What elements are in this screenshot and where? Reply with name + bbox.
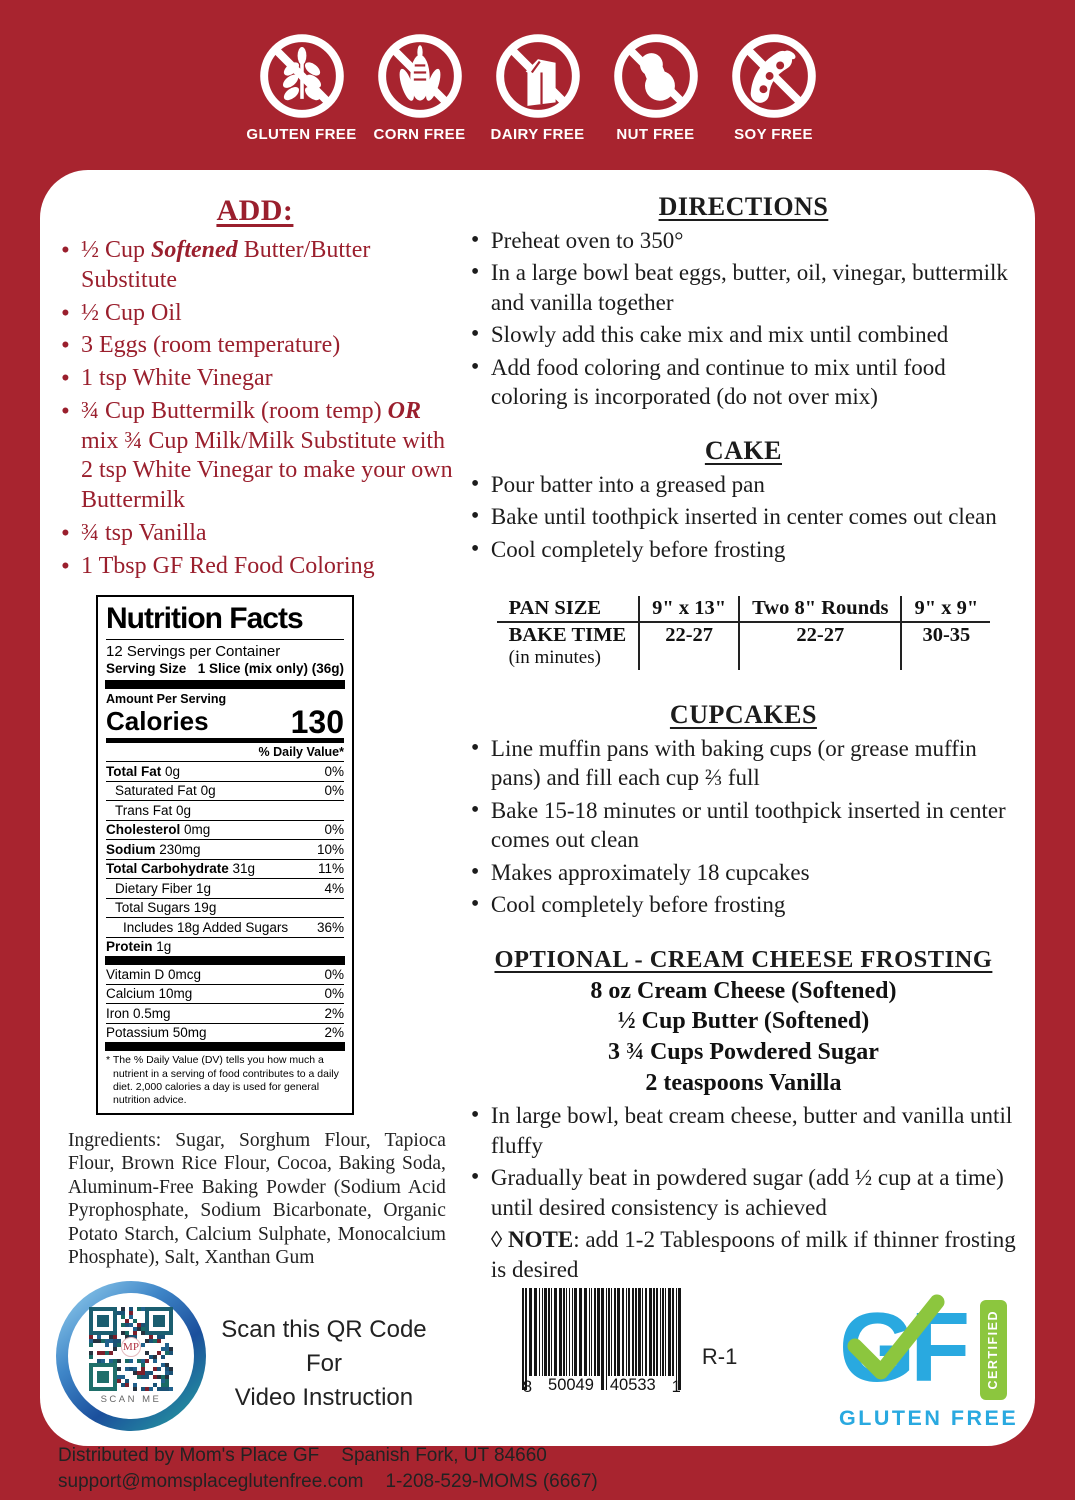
divider-bar xyxy=(105,956,345,965)
barcode-bar xyxy=(589,1288,590,1376)
bullet-item: • Bake until toothpick inserted in center comes out clean xyxy=(466,502,1021,531)
frosting-ingredient: ½ Cup Butter (Softened) xyxy=(617,1008,870,1035)
nutrition-row: Includes 18g Added Sugars 36% xyxy=(106,918,344,938)
barcode-bar xyxy=(645,1288,647,1376)
add-section-title: ADD: xyxy=(216,194,294,227)
barcode-bar xyxy=(584,1288,587,1376)
corn-icon xyxy=(376,32,464,120)
bullet-item: • Line muffin pans with baking cups (or grease muffin pans) and fill each cup ⅔ full xyxy=(466,734,1021,793)
barcode-bar xyxy=(656,1288,658,1376)
upc-barcode xyxy=(522,1288,682,1395)
barcode-bar xyxy=(611,1288,612,1376)
nutrition-row: Protein 1g xyxy=(106,939,172,955)
nutrition-footnote: * The % Daily Value (DV) tells you how much a nutrient in a serving of food contributes to a daily diet. 2,000 calories a day is used for general nutrition advice. xyxy=(106,1054,339,1106)
barcode-bar xyxy=(551,1288,552,1376)
distributor-city: Spanish Fork, UT 84660 xyxy=(341,1445,547,1467)
qr-code-inner xyxy=(68,1293,194,1419)
directions-list xyxy=(466,226,1021,412)
badge-corn-free xyxy=(370,32,470,143)
barcode-bar xyxy=(601,1288,604,1390)
daily-value-header: % Daily Value* xyxy=(106,743,344,762)
barcode-bar xyxy=(539,1288,540,1376)
badge-label: GLUTEN FREE xyxy=(246,126,357,143)
bullet-item: • Pour batter into a greased pan xyxy=(466,470,1021,499)
badge-gluten-free xyxy=(246,32,357,143)
bullet-item: • Bake 15-18 minutes or until toothpick inserted in center comes out clean xyxy=(466,796,1021,855)
bullet-item: • Gradually beat in powdered sugar (add ½ cup at a time) until desired consistency is achieved xyxy=(466,1163,1021,1222)
gf-certified-logo xyxy=(838,1292,1019,1431)
badge-dairy-free xyxy=(488,32,588,143)
barcode-bar xyxy=(574,1288,577,1376)
barcode-bar xyxy=(594,1288,596,1376)
badge-soy-free xyxy=(724,32,824,143)
frosting-steps-list xyxy=(466,1101,1021,1284)
gf-letters-box xyxy=(838,1292,1007,1403)
milk-carton-icon xyxy=(494,32,582,120)
frosting-title: OPTIONAL - CREAM CHEESE FROSTING xyxy=(494,945,993,973)
qr-block xyxy=(56,1281,454,1431)
barcode-bar xyxy=(522,1288,524,1390)
barcode-bar xyxy=(525,1288,527,1390)
nutrition-row: Total Fat 0g 0% xyxy=(106,762,344,782)
barcode-bar xyxy=(660,1288,661,1376)
wheat-icon xyxy=(258,32,346,120)
barcode-bar xyxy=(554,1288,557,1376)
barcode-bar xyxy=(542,1288,543,1376)
support-phone: 1-208-529-MOMS (6667) xyxy=(385,1470,598,1492)
barcode-digit-group: 50049 xyxy=(548,1376,594,1395)
gf-certified-tab xyxy=(980,1300,1007,1400)
cake-list xyxy=(466,470,1021,564)
bullet-item: • In a large bowl beat eggs, butter, oil, vinegar, buttermilk and vanilla together xyxy=(466,258,1021,317)
peanut-icon xyxy=(612,32,700,120)
barcode-bar xyxy=(628,1288,630,1376)
nutrition-row: Sodium 230mg 10% xyxy=(106,840,344,860)
barcode-bar xyxy=(529,1288,532,1376)
directions-title: DIRECTIONS xyxy=(658,192,829,221)
barcode-bar xyxy=(665,1288,666,1376)
barcode-bar xyxy=(662,1288,664,1376)
barcode-bar xyxy=(608,1288,610,1376)
pan-size-header: PAN SIZE xyxy=(497,596,640,622)
nutrition-row: Vitamin D 0mcg 0% xyxy=(106,965,344,985)
barcode-bar xyxy=(534,1288,537,1376)
barcode-bar xyxy=(635,1288,637,1376)
barcode-bar xyxy=(676,1288,677,1390)
bullet-item: • Preheat oven to 350° xyxy=(466,226,1021,255)
table-value-row xyxy=(497,622,991,670)
frosting-ingredient: 8 oz Cream Cheese (Softened) xyxy=(590,977,897,1004)
ingredients-text: Ingredients: Sugar, Sorghum Flour, Tapioca Flour, Brown Rice Flour, Cocoa, Baking Soda, Aluminum-Free Baking Powder (Sodium Acid Pyrophosphate, Sodium Bicarbonate, Organic Potato Starch, Calcium Sulphate, Monocalcium Phosphate), Salt, Xanthan Gum xyxy=(68,1129,446,1268)
badge-label: CORN FREE xyxy=(373,126,466,143)
label-card xyxy=(40,170,1035,1492)
recipe-code: R-1 xyxy=(701,1344,738,1370)
barcode-digit-group: 40533 xyxy=(609,1376,656,1395)
bullet-item: • Cool completely before frosting xyxy=(466,890,1021,919)
barcode-bar xyxy=(672,1288,674,1376)
divider-bar xyxy=(105,680,345,689)
nutrition-row: Saturated Fat 0g 0% xyxy=(106,782,344,802)
frosting-ingredient: 3 ¾ Cups Powdered Sugar xyxy=(607,1039,879,1065)
distributor-info xyxy=(58,1443,598,1494)
barcode-bar xyxy=(606,1288,607,1390)
pan-size-col3: 9" x 9" xyxy=(901,596,990,622)
nutrition-facts-panel xyxy=(96,595,354,1115)
scan-me-label: SCAN ME xyxy=(100,1394,162,1406)
qr-code xyxy=(89,1307,173,1391)
serving-size-label: Serving Size xyxy=(106,661,187,677)
bullet-item: • Cool completely before frosting xyxy=(466,535,1021,564)
calories-label: Calories xyxy=(106,706,209,737)
servings-per-container: 12 Servings per Container xyxy=(106,643,281,661)
barcode-bar xyxy=(572,1288,573,1376)
barcode-bar xyxy=(653,1288,655,1376)
barcode-bar xyxy=(617,1288,620,1376)
bake-time-subtext: (in minutes) xyxy=(508,646,601,668)
bullet-item: • ¾ Cup Buttermilk (room temp) OR mix ¾ Cup Milk/Milk Substitute with 2 tsp White Vinegar to make your own Buttermilk xyxy=(56,397,454,516)
bake-time-val2: 22-27 xyxy=(739,622,901,670)
nutrition-title: Nutrition Facts xyxy=(106,602,344,640)
bottom-right-row xyxy=(466,1288,1021,1431)
barcode-digit-group: 1 xyxy=(671,1378,681,1397)
bake-time-val3: 30-35 xyxy=(901,622,990,670)
nutrition-row: Trans Fat 0g xyxy=(106,801,344,821)
bake-time-text: BAKE TIME xyxy=(508,623,627,646)
serving-size-value: 1 Slice (mix only) (36g) xyxy=(197,661,344,677)
barcode-bar xyxy=(626,1288,627,1376)
barcode-bar xyxy=(638,1288,641,1376)
nutrition-row: Total Sugars 19g xyxy=(106,899,344,919)
calories-row xyxy=(106,703,344,743)
nutrition-row: Potassium 50mg 2% xyxy=(106,1025,344,1041)
soy-pod-icon xyxy=(730,32,818,120)
amount-per-serving: Amount Per Serving xyxy=(106,692,227,707)
barcode-bar xyxy=(622,1288,624,1376)
barcode-bar xyxy=(668,1288,671,1376)
barcode-bar xyxy=(649,1288,652,1376)
allergen-badge-strip xyxy=(0,32,1075,143)
badge-label: NUT FREE xyxy=(616,126,695,143)
badge-nut-free xyxy=(606,32,706,143)
barcode-bar xyxy=(559,1288,562,1376)
nutrition-row: Dietary Fiber 1g 4% xyxy=(106,879,344,899)
pan-size-col1: 9" x 13" xyxy=(639,596,739,622)
barcode-digit-group: 8 xyxy=(522,1378,533,1397)
badge-label: DAIRY FREE xyxy=(490,126,585,143)
bullet-item: • ½ Cup Oil xyxy=(56,299,454,329)
calories-value: 130 xyxy=(290,703,344,740)
bullet-item: • Slowly add this cake mix and mix until combined xyxy=(466,320,1021,349)
qr-code-badge xyxy=(56,1281,206,1431)
qr-center-logo: MP xyxy=(121,1337,141,1357)
qr-caption-line2: Video Instruction xyxy=(234,1383,414,1411)
bullet-item: ◊ NOTE: add 1-2 Tablespoons of milk if thinner frosting is desired xyxy=(490,1227,1016,1282)
bullet-item: • In large bowl, beat cream cheese, butter and vanilla until fluffy xyxy=(466,1101,1021,1160)
right-column xyxy=(458,170,1035,1446)
vitamin-rows xyxy=(106,965,344,1042)
nutrition-row: Cholesterol 0mg 0% xyxy=(106,821,344,841)
barcode-bar xyxy=(548,1288,550,1376)
bullet-item: • ½ Cup Softened Butter/Butter Substitute xyxy=(56,236,454,296)
qr-caption-line1: Scan this QR Code For xyxy=(221,1316,427,1377)
serving-size-row xyxy=(106,660,344,680)
bake-time-val1: 22-27 xyxy=(639,622,739,670)
bake-time-table xyxy=(497,596,991,670)
nutrition-row: Total Carbohydrate 31g 11% xyxy=(106,860,344,880)
bullet-item: • 1 Tbsp GF Red Food Coloring xyxy=(56,552,454,582)
badge-label: SOY FREE xyxy=(734,126,813,143)
cupcakes-title: CUPCAKES xyxy=(669,699,817,729)
barcode-bar xyxy=(591,1288,592,1376)
gf-certified-text: CERTIFIED xyxy=(986,1310,1001,1390)
bullet-item: • 3 Eggs (room temperature) xyxy=(56,331,454,361)
frosting-ingredients xyxy=(466,976,1021,1099)
barcode-bar xyxy=(563,1288,565,1376)
bullet-item: • 1 tsp White Vinegar xyxy=(56,364,454,394)
nutrition-row: Iron 0.5mg 2% xyxy=(106,1004,344,1024)
barcode-bar xyxy=(614,1288,616,1376)
barcode-bar xyxy=(569,1288,570,1376)
qr-caption xyxy=(206,1313,454,1431)
barcode-bar xyxy=(566,1288,567,1376)
gf-caption: GLUTEN FREE xyxy=(838,1406,1019,1431)
bullet-item: • ¾ tsp Vanilla xyxy=(56,519,454,549)
bullet-item: • Makes approximately 18 cupcakes xyxy=(466,858,1021,887)
nutrient-rows xyxy=(106,762,344,956)
pan-size-col2: Two 8" Rounds xyxy=(739,596,901,622)
add-ingredient-list xyxy=(56,236,454,581)
barcode-bar xyxy=(579,1288,582,1376)
table-header-row xyxy=(497,596,991,622)
barcode-bar xyxy=(632,1288,634,1376)
distributed-by: Distributed by Mom's Place GF xyxy=(58,1445,320,1467)
barcode-bar xyxy=(642,1288,643,1376)
cake-title: CAKE xyxy=(704,435,782,465)
nutrition-row: Calcium 10mg 0% xyxy=(106,985,344,1005)
barcode-bar xyxy=(597,1288,600,1376)
frosting-ingredient: 2 teaspoons Vanilla xyxy=(645,1069,842,1096)
barcode-bar xyxy=(678,1288,681,1390)
divider-bar xyxy=(105,1042,345,1051)
barcode-bar xyxy=(544,1288,547,1376)
qr-module xyxy=(169,1387,173,1391)
bake-time-label xyxy=(497,622,640,670)
bullet-item: • Add food coloring and continue to mix until food coloring is incorporated (do not over mix) xyxy=(466,353,1021,412)
support-email: support@momsplaceglutenfree.com xyxy=(58,1470,364,1492)
gf-letters: GF xyxy=(838,1292,966,1403)
cupcakes-list xyxy=(466,734,1021,920)
barcode-bars xyxy=(522,1288,682,1390)
